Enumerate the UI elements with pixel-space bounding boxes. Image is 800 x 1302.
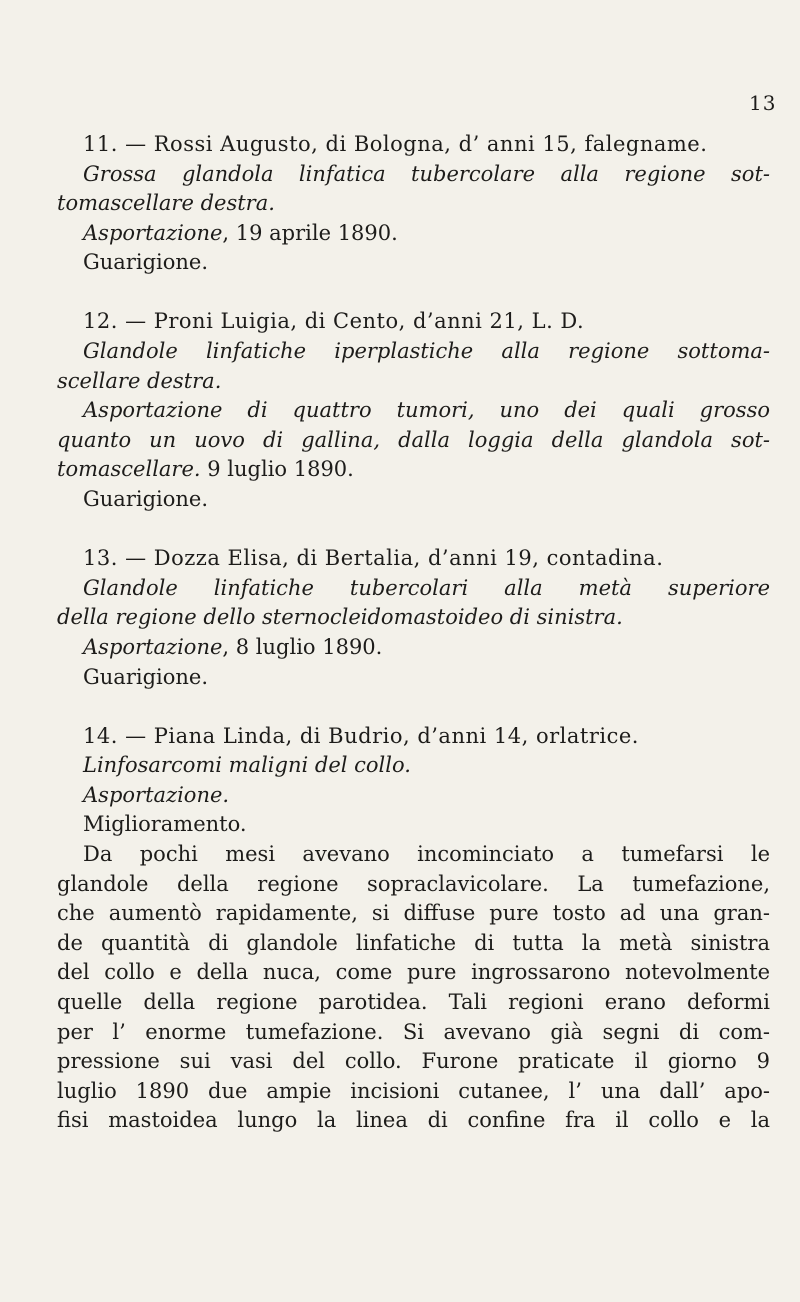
case-header: 12. — Proni Luigia, di Cento, d’anni 21, L. D. — [83, 309, 585, 334]
narrative-line: per l’ enorme tumefazione. Si avevano già segni di com- — [57, 1019, 770, 1044]
case-entry-12 — [57, 307, 770, 514]
page-number: 13 — [749, 91, 777, 115]
case-header: 14. — Piana Linda, di Budrio, d’anni 14, orlatrice. — [83, 723, 639, 748]
narrative-line: Da pochi mesi avevano incominciato a tumefarsi le — [83, 841, 770, 866]
operation-line: Asportazione di quattro tumori, uno dei quali grosso — [83, 398, 770, 423]
diagnosis-line: Glandole linfatiche tubercolari alla metà superiore — [83, 575, 770, 600]
text-column — [57, 130, 770, 1165]
operation-line — [57, 633, 770, 663]
operation-label: Asportazione — [83, 634, 223, 659]
diagnosis-line: Linfosarcomi maligni del collo. — [83, 753, 411, 778]
operation-date: 9 luglio 1890. — [200, 457, 354, 482]
case-entry-11 — [57, 130, 770, 278]
case-header: 13. — Dozza Elisa, di Bertalia, d’anni 19, contadina. — [83, 546, 664, 571]
diagnosis-line: tomascellare destra. — [57, 191, 275, 216]
narrative-line: glandole della regione sopraclavicolare. La tumefazione, — [57, 871, 770, 896]
case-header: 11. — Rossi Augusto, di Bologna, d’ anni 15, falegname. — [83, 132, 708, 156]
narrative-line: del collo e della nuca, come pure ingrossarono notevolmente — [57, 960, 770, 985]
diagnosis-line: della regione dello sternocleidomastoideo di sinistra. — [57, 605, 623, 630]
operation-date: , 8 luglio 1890. — [222, 634, 383, 659]
case-entry-14 — [57, 722, 770, 1136]
operation-label: Asportazione. — [83, 782, 230, 807]
narrative-line: quelle della regione parotidea. Tali regioni erano deformi — [57, 989, 770, 1014]
narrative-paragraph — [57, 840, 770, 1136]
operation-line — [57, 219, 770, 249]
case-entry-13 — [57, 544, 770, 692]
outcome: Guarigione. — [83, 250, 209, 275]
diagnosis-line: Grossa glandola linfatica tubercolare alla regione sot- — [83, 161, 770, 186]
narrative-line: che aumentò rapidamente, si diffuse pure tosto ad una gran- — [57, 901, 770, 926]
operation-date: , 19 aprile 1890. — [222, 220, 398, 245]
operation-label: Asportazione — [83, 220, 223, 245]
outcome: Guarigione. — [83, 664, 209, 689]
outcome: Guarigione. — [83, 487, 209, 512]
diagnosis-line: Glandole linfatiche iperplastiche alla regione sottoma- — [83, 339, 770, 364]
diagnosis-line: scellare destra. — [57, 368, 222, 393]
outcome: Miglioramento. — [83, 812, 247, 837]
narrative-line: de quantità di glandole linfatiche di tutta la metà sinistra — [57, 930, 770, 955]
narrative-line: fisi mastoidea lungo la linea di confine fra il collo e la — [57, 1108, 770, 1133]
operation-line — [57, 455, 770, 485]
narrative-line: luglio 1890 due ampie incisioni cutanee, l’ una dall’ apo- — [57, 1078, 770, 1103]
narrative-line: pressione sui vasi del collo. Furone praticate il giorno 9 — [57, 1049, 770, 1074]
operation-text: tomascellare. — [57, 457, 201, 482]
operation-line: quanto un uovo di gallina, dalla loggia della glandola sot- — [57, 427, 770, 452]
